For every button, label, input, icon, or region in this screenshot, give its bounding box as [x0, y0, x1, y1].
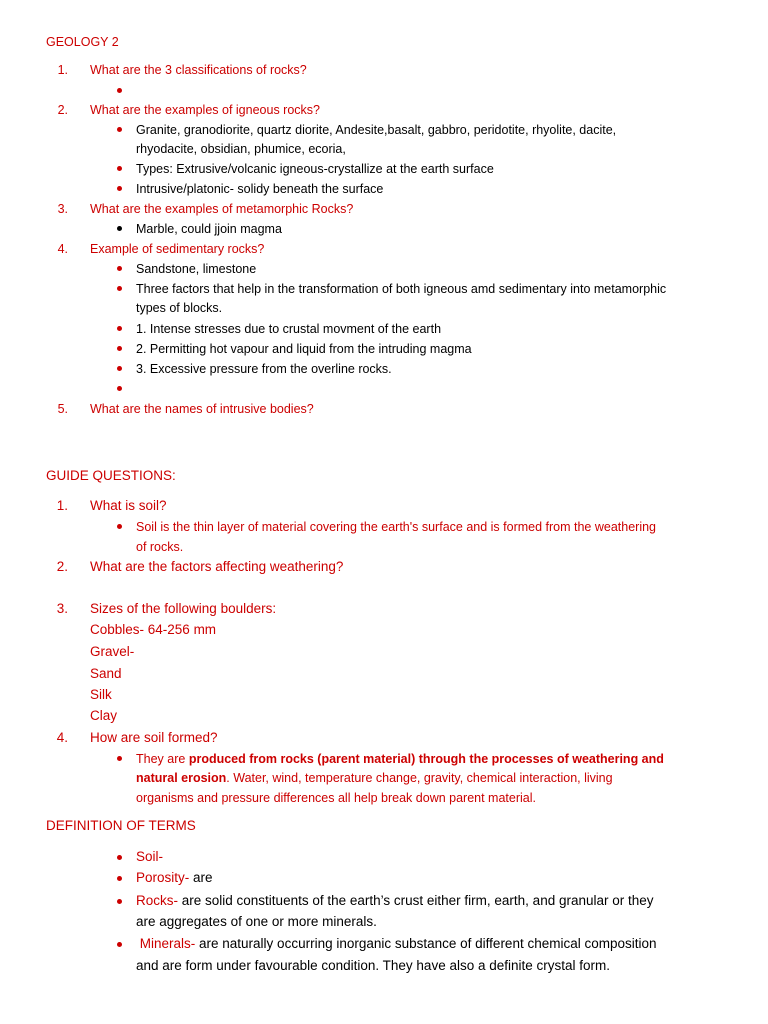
definition-item	[136, 934, 657, 954]
list-number: 1.	[57, 63, 68, 77]
size-item: Gravel-	[90, 644, 135, 659]
definition-item	[136, 868, 213, 888]
definition-term: Minerals-	[136, 936, 196, 951]
list-item: Sandstone, limestone	[136, 262, 257, 276]
list-number: 4.	[56, 730, 68, 745]
bullet-icon	[117, 942, 122, 947]
list-number: 3.	[57, 202, 68, 216]
answer-text	[136, 749, 664, 769]
bullet-icon	[117, 266, 122, 271]
section-heading-definitions: DEFINITION OF TERMS	[46, 818, 196, 833]
definition-term: Soil-	[136, 849, 164, 864]
definition-term: Porosity-	[136, 870, 190, 885]
definition-item	[136, 891, 654, 911]
answer-text-continuation: organisms and pressure differences all help break down parent material.	[136, 791, 536, 805]
list-number: 1.	[56, 498, 68, 513]
list-item: Intrusive/platonic- solidy beneath the surface	[136, 182, 384, 196]
bullet-icon	[117, 186, 122, 191]
list-item: Marble, could jjoin magma	[136, 222, 282, 236]
size-item: Sand	[90, 666, 122, 681]
bullet-icon	[117, 756, 122, 761]
bullet-icon	[117, 366, 122, 371]
list-number: 2.	[57, 103, 68, 117]
section-heading-geology: GEOLOGY 2	[46, 35, 119, 49]
answer-rest: . Water, wind, temperature change, gravity, chemical interaction, living	[226, 771, 613, 785]
bullet-icon	[117, 346, 122, 351]
answer-emphasis: natural erosion	[136, 771, 227, 785]
size-item: Clay	[90, 708, 118, 723]
answer-prefix: They are	[136, 752, 189, 766]
list-item: Three factors that help in the transformation of both igneous amd sedimentary into metamorphic	[136, 282, 667, 296]
definition-item	[136, 847, 163, 867]
question-text: Example of sedimentary rocks?	[90, 242, 265, 256]
bullet-icon	[117, 876, 122, 881]
list-item-continuation: rhyodacite, obsidian, phumice, ecoria,	[136, 142, 346, 156]
question-text: What is soil?	[90, 498, 167, 513]
bullet-icon	[117, 524, 122, 529]
question-text: What are the factors affecting weathering?	[90, 559, 344, 574]
definition-text-continuation: and are form under favourable condition. They have also a definite crystal form.	[136, 958, 611, 973]
bullet-icon	[117, 326, 122, 331]
definition-text: are	[189, 870, 213, 885]
list-item: 1. Intense stresses due to crustal movment of the earth	[136, 322, 442, 336]
question-text: What are the 3 classifications of rocks?	[90, 63, 307, 77]
list-number: 3.	[56, 601, 68, 616]
definition-text: are solid constituents of the earth’s crust either firm, earth, and granular or they	[178, 893, 654, 908]
list-number: 2.	[56, 559, 68, 574]
bullet-icon	[117, 855, 122, 860]
list-item: Granite, granodiorite, quartz diorite, Andesite,basalt, gabbro, peridotite, rhyolite, dacite,	[136, 123, 617, 137]
bullet-icon	[117, 899, 122, 904]
bullet-icon	[117, 226, 122, 231]
bullet-icon	[117, 386, 122, 391]
size-item: Silk	[90, 687, 112, 702]
section-heading-guide: GUIDE QUESTIONS:	[46, 468, 176, 483]
question-text: How are soil formed?	[90, 730, 218, 745]
question-text: What are the names of intrusive bodies?	[90, 402, 314, 416]
bullet-icon	[117, 166, 122, 171]
answer-text-continuation: of rocks.	[136, 540, 184, 554]
bullet-icon	[117, 88, 122, 93]
question-text: Sizes of the following boulders:	[90, 601, 277, 616]
answer-emphasis: produced from rocks (parent material) through the processes of weathering and	[188, 752, 664, 766]
bullet-icon	[117, 286, 122, 291]
list-number: 5.	[57, 402, 68, 416]
definition-term: Rocks-	[136, 893, 179, 908]
list-item: 2. Permitting hot vapour and liquid from the intruding magma	[136, 342, 472, 356]
question-text: What are the examples of metamorphic Rocks?	[90, 202, 354, 216]
answer-text: Soil is the thin layer of material covering the earth's surface and is formed from the weathering	[136, 520, 657, 534]
definition-text-continuation: are aggregates of one or more minerals.	[136, 914, 377, 929]
question-text: What are the examples of igneous rocks?	[90, 103, 320, 117]
definition-text: are naturally occurring inorganic substance of different chemical composition	[195, 936, 657, 951]
size-item: Cobbles- 64-256 mm	[90, 622, 217, 637]
list-item: 3. Excessive pressure from the overline rocks.	[136, 362, 392, 376]
bullet-icon	[117, 127, 122, 132]
list-item: Types: Extrusive/volcanic igneous-crystallize at the earth surface	[136, 162, 494, 176]
list-item-continuation: types of blocks.	[136, 301, 223, 315]
list-number: 4.	[57, 242, 68, 256]
answer-text-continuation	[136, 768, 613, 788]
